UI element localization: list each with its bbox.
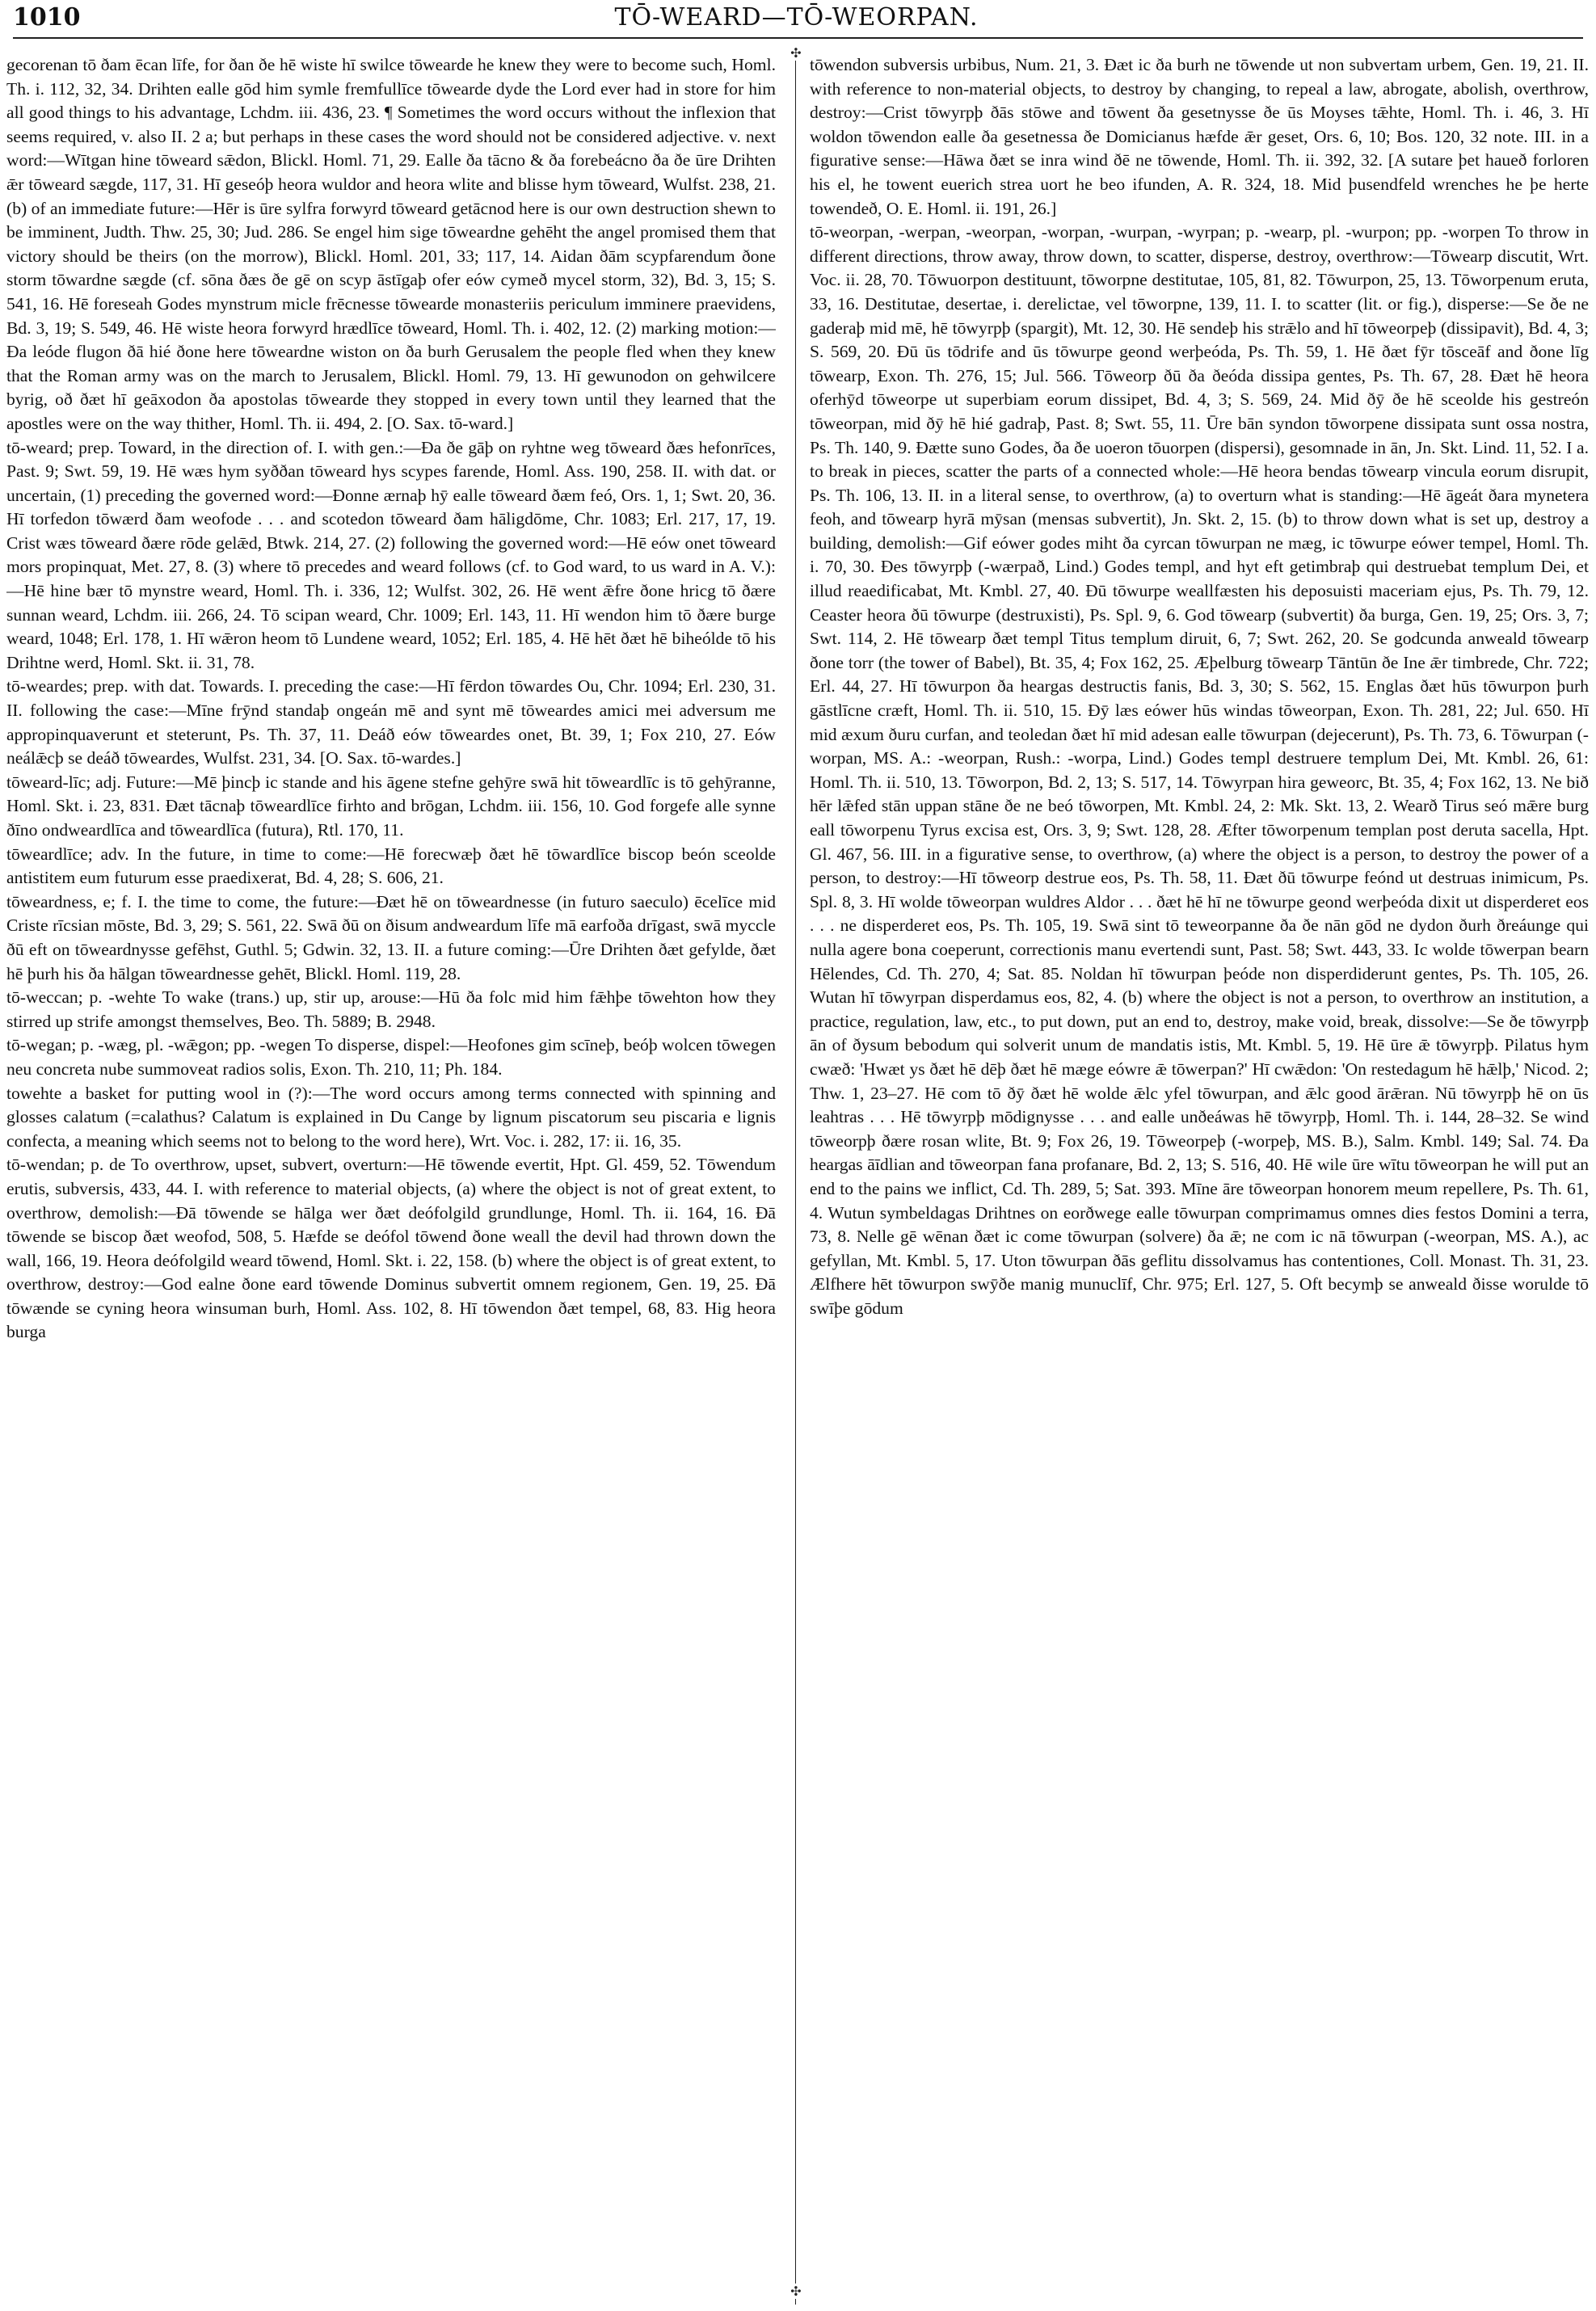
left-column <box>6 53 776 2300</box>
page-header <box>13 3 1580 36</box>
left-column-text: gecorenan tō ðam ēcan līfe, for ðan ðe hē wiste hī swilce tōwearde he knew they were to become such, Homl. Th. i. 112, 32, 34. Drihten ealle gōd him symle fremfullīce tōwearde dyde the Lord ever had in store for him all good things to his advantage, Lchdm. iii. 436, 23. ¶ Sometimes the word occurs without the inflexion that seems required, v. also II. 2 a; but perhaps in these cases the word should not be considered adjective. v. next word:—Wītgan hine tōweard sǣdon, Blickl. Homl. 71, 29. Ealle ða tācno & ða forebeácno ða ðe ūre Drihten ǣr tōweard sægde, 117, 31. Hī geseóþ heora wuldor and heora wlite and blisse hym tōweard, Wulfst. 238, 21. (b) of an immediate future:—Hēr is ūre sylfra forwyrd tōweard getācnod here is our own destruction shewn to be imminent, Judth. Thw. 25, 30; Jud. 286. Se engel him sige tōweardne gehēht the angel promised them that victory should be theirs (on the morrow), Blickl. Homl. 201, 33; 117, 14. Aidan ðām scypfarendum ðone storm tōwardne sægde (cf. sōna ðæs ðe gē on scyp āstīgaþ ofer eów cymeð mycel storm, 32), Bd. 3, 15; S. 541, 16. Hē foreseah Godes mynstrum micle frēcnesse tōwearde monasteriis periculum imminere praevidens, Bd. 3, 19; S. 549, 46. Hē wiste heora forwyrd hrædlīce tōweard, Homl. Th. i. 402, 12. (2) marking motion:—Ða leóde flugon ðā hié ðone here tōweardne wiston on ða burh Gerusalem the people fled when they knew that the Roman army was on the march to Jerusalem, Blickl. Homl. 79, 13. Hī gewunodon on gehwilcere byrig, oð ðæt hī geāxodon ða apostolas tōwearde they stopped in every town until they learned that the apostles were on the way thither, Homl. Th. ii. 494, 2. [O. Sax. tō-ward.] <box>6 55 776 433</box>
page-number: 1010 <box>13 3 81 32</box>
header-rule <box>13 37 1583 39</box>
right-column-text: tōwendon subversis urbibus, Num. 21, 3. Ðæt ic ða burh ne tōwende ut non subvertam urbem, Gen. 19, 21. II. with reference to non-material objects, to destroy by changing, to repeal a law, abrogate, abolish, overthrow, destroy:—Crist tōwyrpþ ðās stōwe and tōwent ða gesetnysse ðe ūs Moyses tǣhte, Homl. Th. i. 46, 3. Hī woldon tōwendon ealle ða gesetnessa ðe Domicianus hæfde ǣr geset, Ors. 6, 10; Bos. 120, 32 note. III. in a figurative sense:—Hāwa ðæt se inra wind ðē ne tōwende, Homl. Th. ii. 392, 32. [A sutare þet haueð forloren his el, he towent euerich strea uort he beo ifunden, A. R. 324, 18. Mid þusendfeld wrenches he þe herte towendeð, O. E. Homl. ii. 191, 26.] <box>810 55 1589 218</box>
divider-ornament-bottom-icon: ✣ <box>788 2284 804 2299</box>
column-divider <box>795 50 796 2305</box>
dictionary-entry: tōweard-līc; adj. Future:—Mē þincþ ic stande and his āgene stefne gehȳre swā hit tōweardlīc is tō gehȳranne, Homl. Skt. i. 23, 831. Ðæt tācnaþ tōweardlīce firhto and brōgan, Lchdm. iii. 156, 10. God forgefe alle synne ðīno ondweardlīca and tōweardlīca (futura), Rtl. 170, 11. <box>6 772 776 840</box>
running-title: TŌ-WEARD—TŌ-WEORPAN. <box>614 3 979 32</box>
dictionary-entry: tō-weard; prep. Toward, in the direction of. I. with gen.:—Ða ðe gāþ on ryhtne weg tōweard ðæs hefonrīces, Past. 9; Swt. 59, 19. Hē wæs hym syððan tōweard hys scypes farende, Homl. Ass. 190, 258. II. with dat. or uncertain, (1) preceding the governed word:—Ðonne ærnaþ hȳ ealle tōweard ðæm feó, Ors. 1, 1; Swt. 20, 36. Hī torfedon tōwærd ðam weofode . . . and scotedon tōweard ðam hāligdōme, Chr. 1083; Erl. 217, 17, 19. Crist wæs tōweard ðære rōde gelǣd, Btwk. 214, 27. (2) following the governed word:—Hē eów onet tōweard mors propinquat, Met. 27, 8. (3) where tō precedes and weard follows (cf. to God ward, to us ward in A. V.):—Hē hine bær tō mynstre weard, Homl. Th. i. 336, 12; Wulfst. 302, 26. Hē went ǣfre ðone hricg tō ðære sunnan weard, Lchdm. iii. 266, 24. Tō scipan weard, Chr. 1009; Erl. 143, 11. Hī wendon him tō ðære burge weard, 1048; Erl. 178, 1. Hī wǣron heom tō Lundene weard, 1052; Erl. 185, 4. Hē hēt ðæt hē biheólde tō his Drihtne werd, Homl. Skt. ii. 31, 78. <box>6 437 776 672</box>
dictionary-entry: tōweardness, e; f. I. the time to come, the future:—Ðæt hē on tōweardnesse (in futuro saeculo) ēcelīce mid Criste rīcsian mōste, Bd. 3, 29; S. 561, 22. Swā ðū on ðisum andweardum līfe mā earfoða drīgast, swā myccle ðū eft on tōweardnysse gefēhst, Guthl. 5; Gdwin. 32, 13. II. a future coming:—Ūre Drihten ðæt gefylde, ðæt hē þurh his ða hālgan tōweardnesse gehēt, Blickl. Homl. 119, 28. <box>6 891 776 983</box>
dictionary-entry: towehte a basket for putting wool in (?):—The word occurs among terms connected with spinning and glosses calatum (=calathus? Calatum is explained in Du Cange by lignum piscatorum seu piscaria e lignis confecta, a meaning which seems not to belong to the word here), Wrt. Voc. i. 282, 17: ii. 16, 35. <box>6 1083 776 1151</box>
dictionary-entry: tō-wendan; p. de To overthrow, upset, subvert, overturn:—Hē tōwende evertit, Hpt. Gl. 459, 52. Tōwendum erutis, subversis, 433, 44. I. with reference to material objects, (a) where the object is not of great extent, to overthrow, demolish:—Ðā tōwende se hālga wer ðæt deófolgild grundlunge, Homl. Th. ii. 164, 16. Ðā tōwende se biscop ðæt weofod, 508, 5. Hæfde se deófol tōwend ðone weall the devil had thrown down the wall, 166, 19. Heora deófolgild weard tōwend, Homl. Skt. i. 22, 158. (b) where the object is of great extent, to overthrow, destroy:—God ealne ðone eard tōwende Dominus subvertit omnem regionem, Gen. 19, 25. Ðā tōwænde se cyning heora winsuman burh, Homl. Ass. 102, 8. Hī tōwendon ðæt tempel, 68, 83. Hig heora burga <box>6 1155 776 1342</box>
dictionary-entry: tōweardlīce; adv. In the future, in time to come:—Hē forecwæþ ðæt hē tōwardlīce biscop beón sceolde antistitem eum futurum esse praedixerat, Bd. 4, 28; S. 606, 21. <box>6 844 776 888</box>
dictionary-entry: tō-wegan; p. -wæg, pl. -wǣgon; pp. -wegen To disperse, dispel:—Heofones gim scīneþ, beóþ wolcen tōwegen neu concreta nube summoveat radios solis, Exon. Th. 210, 11; Ph. 184. <box>6 1035 776 1079</box>
right-column <box>810 53 1589 2300</box>
divider-ornament-top-icon: ✣ <box>788 45 804 61</box>
dictionary-entry: tō-weccan; p. -wehte To wake (trans.) up, stir up, arouse:—Hū ða folc mid him fǣhþe tōwehton how they stirred up strife amongst themselves, Beo. Th. 5889; B. 2948. <box>6 987 776 1031</box>
dictionary-entry: tō-weorpan, -werpan, -weorpan, -worpan, -wurpan, -wyrpan; p. -wearp, pl. -wurpon; pp. -worpen To throw in different directions, throw away, throw down, to scatter, disperse, destroy, overthrow:—Tōwearp discutit, Wrt. Voc. ii. 28, 70. Tōwuorpon destituunt, tōworpne destitutae, 105, 81, 82. Tōwurpon, 25, 13. Tōworpenum eruta, 33, 16. Destitutae, desertae, i. derelictae, vel tōworpne, 139, 11. I. to scatter (lit. or fig.), disperse:—Se ðe ne gaderaþ mid mē, hē tōwyrpþ (spargit), Mt. 12, 30. Hē sendeþ his strǣlo and hī tōweorpeþ (dissipavit), Bd. 4, 3; S. 569, 20. Ðū ūs tōdrife and ūs tōwurpe geond werþeóda, Ps. Th. 59, 1. Hē ðæt fȳr tōsceāf and ðone līg tōwearp, Exon. Th. 276, 15; Jul. 566. Tōweorp ðū ða ðeóda dissipa gentes, Ps. Th. 67, 28. Ðæt hē heora oferhȳd tōweorpe ut superbiam eorum dissipet, Bd. 4, 3; S. 569, 24. Mid ðȳ ðe hē sceolde his gestreón tōweorpan, mid ðȳ hē hié gadraþ, Past. 8; Swt. 55, 11. Ūre bān syndon tōworpene dissipata sunt ossa nostra, Ps. Th. 140, 9. Ðætte suno Godes, ða ðe uoeron tōuorpen (dispersi), gesomnade in ān, Jn. Skt. Lind. 11, 52. I a. to break in pieces, scatter the parts of a connected whole:—Hē heora bendas tōwearp vincula eorum disrupit, Ps. Th. 106, 13. II. in a literal sense, to overthrow, (a) to overturn what is standing:—Hē āgeát ðara mynetera feoh, and tōwearp hyrā mȳsan (mensas subvertit), Jn. Skt. 2, 15. (b) to throw down what is set up, destroy a building, demolish:—Gif eówer godes miht ða cyrcan tōwurpan ne mæg, ic tōwurpe eówer tempel, Homl. Th. i. 70, 30. Ðes tōwyrpþ (-wærpað, Lind.) Godes templ, and hyt eft getimbraþ qui destruebat templum Dei, et illud reaedificabat, Mt. Kmbl. 27, 40. Ðū tōwurpe weallfæsten his deposuisti maceriam ejus, Ps. Th. 79, 12. Ceaster heora ðū tōwurpe (destruxisti), Ps. Spl. 9, 6. God tōwearp (subvertit) ða burga, Gen. 19, 25; Ors. 3, 7; Swt. 114, 2. Hē tōwearp ðæt templ Titus templum diruit, 6, 7; Swt. 262, 20. Se godcunda anweald tōwearp ðone torr (the tower of Babel), Bt. 35, 4; Fox 162, 25. Æþelburg tōwearp Tāntūn ðe Ine ǣr timbrede, Chr. 722; Erl. 44, 27. Hī tōwurpon ða heargas destructis fanis, Bd. 3, 30; S. 562, 15. Englas ðæt hūs tōwurpon þurh gāstlīcne cræft, Homl. Th. ii. 510, 15. Ðȳ læs eówer hūs windas tōweorpan, Exon. Th. 281, 22; Jul. 650. Hī mid æxum ðuru curfan, and teoledan ðæt hī mid adesan ealle tōwurpan (dejecerunt), Ps. Th. 73, 6. Tōwurpan (-worpan, MS. A.: -weorpan, Rush.: -worpa, Lind.) Godes templ destruere templum Dei, Mt. Kmbl. 26, 61: Homl. Th. ii. 510, 13. Tōworpon, Bd. 2, 13; S. 517, 14. Tōwyrpan hira geweorc, Bt. 35, 4; Fox 162, 13. Ne bið hēr lǣfed stān uppan stāne ðe ne beó tōworpen, Mt. Kmbl. 24, 2: Mk. Skt. 13, 2. Wearð Tirus seó mǣre burg eall tōworpenu Tyrus excisa est, Ors. 3, 9; Swt. 128, 28. Æfter tōworpenum templan post deruta sacella, Hpt. Gl. 467, 56. III. in a figurative sense, to overthrow, (a) where the object is a person, to destroy the power of a person, to destroy:—Hī tōweorp destrue eos, Ps. Th. 58, 11. Ðæt ðū tōwurpe feónd ut destruas inimicum, Ps. Spl. 8, 3. Hī wolde tōweorpan wuldres Aldor . . . ðæt hē hī ne tōwurpe geond werþeóda dixit ut disperderet eos . . . ne disperderet eos, Ps. Th. 105, 19. Swā sint tō teweorpanne ða ðe nān gōd ne dydon ðurh ðreáunge qui nulla agere bona coeperunt, correctionis manu evertendi sunt, Past. 58; Swt. 443, 33. Ic wolde tōwerpan bearn Hēlendes, Cd. Th. 270, 4; Sat. 85. Noldan hī tōwurpan þeóde non disperdiderunt gentes, Ps. Th. 105, 26. Wutan hī tōwyrpan disperdamus eos, 82, 4. (b) where the object is not a person, to overthrow an institution, a practice, regulation, law, etc., to put down, put an end to, destroy, make void, break, dissolve:—Se ðe tōwyrpþ ān of ðysum bebodum qui solverit unum de mandatis istis, Mt. Kmbl. 5, 19. Hē ūre ǣ tōwyrpþ. Pilatus hym cwæð: 'Hwæt ys ðæt hē dēþ ðæt hē mæge eówre ǣ tōwerpan?' Hī cwǣdon: 'On restedagum hē hǣlþ,' Nicod. 2; Thw. 1, 23–27. Hē com tō ðȳ ðæt hē wolde ǣlc yfel tōwurpan, and ǣlc good ārǣran. Nū tōwyrpþ hē on ūs leahtras . . . Hē tōwyrpþ mōdignysse . . . and ealle unðeáwas hē tōwyrpþ, Homl. Th. i. 144, 28–32. Se wind tōweorpþ ðære rosan wlite, Bt. 9; Fox 26, 19. Tōweorpeþ (-worpeþ, MS. B.), Salm. Kmbl. 149; Sal. 74. Ða heargas āīdlian and tōweorpan fana profanare, Bd. 2, 13; S. 516, 40. Hē wile ūre wītu tōweorpan he will put an end to the pains we inflict, Cd. Th. 289, 5; Sat. 393. Mīne āre tōweorpan honorem meum repellere, Ps. Th. 61, 4. Wutun symbeldagas Drihtnes on eorðwege ealle tōwurpan comprimamus omnes dies festos Domini a terra, 73, 8. Nelle gē wēnan ðæt ic come tōwurpan (solvere) ða ǣ; ne com ic nā tōwurpan (-weorpan, MS. A.), ac gefyllan, Mt. Kmbl. 5, 17. Uton tōwurpan ðās geflitu dissolvamus has contentiones, Coll. Monast. Th. 31, 23. Ælfhere hēt tōwurpon swȳðe manig munuclīf, Chr. 975; Erl. 127, 5. Oft becymþ se anweald ðisse woruldе tō swīþe gōdum <box>810 222 1589 1318</box>
dictionary-entry: tō-weardes; prep. with dat. Towards. I. preceding the case:—Hī fērdon tōwardes Ou, Chr. 1094; Erl. 230, 31. II. following the case:—Mīne frȳnd standaþ ongeán mē and synt mē tōweardes amici mei adversum me appropinquaverunt et steterunt, Ps. Th. 37, 11. Deáð eów tōweardes onet, Bt. 39, 1; Fox 210, 27. Eów neálǣcþ se deáð tōweardes, Wulfst. 231, 34. [O. Sax. tō-wardes.] <box>6 676 776 768</box>
